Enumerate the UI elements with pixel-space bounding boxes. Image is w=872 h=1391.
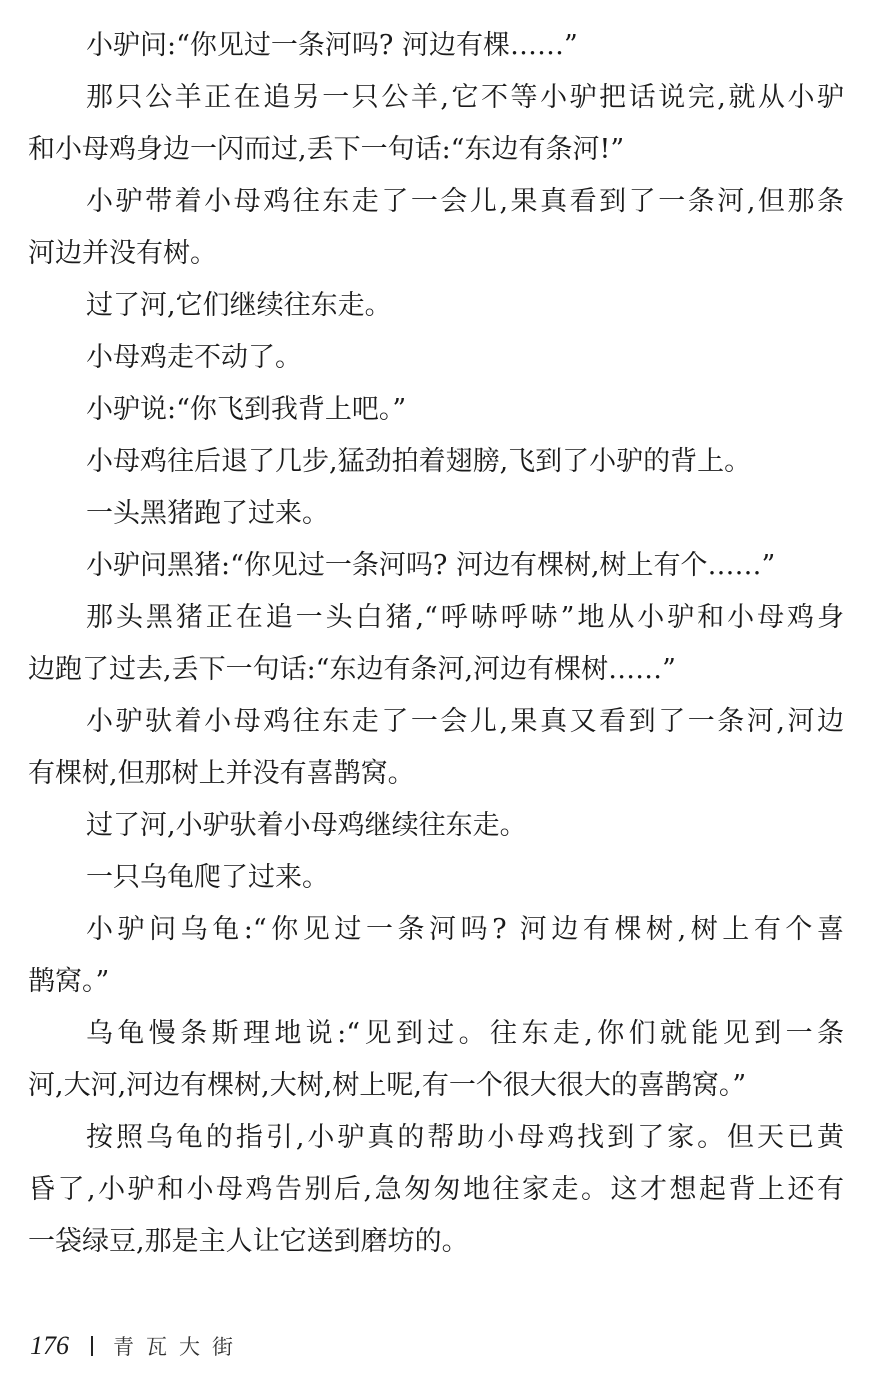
text-line: 边跑了过去,丢下一句话:“东边有条河,河边有棵树……” [28,654,676,685]
paragraph [28,286,844,338]
paragraph [28,442,844,494]
paragraph [28,1014,844,1118]
text-line: 昏了,小驴和小母鸡告别后,急匆匆地往家走。这才想起背上还有 [28,1174,844,1205]
text-line: 有棵树,但那树上并没有喜鹊窝。 [28,758,415,789]
text-line: 小母鸡走不动了。 [86,342,302,373]
text-line: 小母鸡往后退了几步,猛劲拍着翅膀,飞到了小驴的背上。 [86,446,752,477]
paragraph [28,910,844,1014]
paragraph [28,390,844,442]
text-line: 过了河,小驴驮着小母鸡继续往东走。 [86,810,527,841]
text-line: 小驴问乌龟:“你见过一条河吗? 河边有棵树,树上有个喜 [86,914,844,945]
paragraph [28,598,844,702]
paragraph [28,182,844,286]
text-line: 河边并没有树。 [28,238,217,269]
book-title: 青瓦大街 [113,1335,245,1359]
paragraph [28,78,844,182]
paragraph [28,806,844,858]
paragraph [28,1118,844,1274]
text-line: 过了河,它们继续往东走。 [86,290,392,321]
text-line: 小驴驮着小母鸡往东走了一会儿,果真又看到了一条河,河边 [86,706,844,737]
text-line: 鹊窝。” [28,966,110,997]
paragraph [28,494,844,546]
footer-divider [91,1336,93,1356]
text-line: 按照乌龟的指引,小驴真的帮助小母鸡找到了家。但天已黄 [86,1122,844,1153]
text-line: 小驴问黑猪:“你见过一条河吗? 河边有棵树,树上有个……” [86,550,776,581]
text-line: 那只公羊正在追另一只公羊,它不等小驴把话说完,就从小驴 [86,82,844,113]
text-line: 一袋绿豆,那是主人让它送到磨坊的。 [28,1226,469,1257]
text-line: 一只乌龟爬了过来。 [86,862,329,893]
page-number: 176 [30,1331,69,1360]
text-line: 和小母鸡身边一闪而过,丢下一句话:“东边有条河!” [28,134,625,165]
paragraph [28,702,844,806]
paragraph [28,338,844,390]
text-line: 小驴说:“你飞到我背上吧。” [86,394,407,425]
text-line: 小驴带着小母鸡往东走了一会儿,果真看到了一条河,但那条 [86,186,844,217]
text-line: 河,大河,河边有棵树,大树,树上呢,有一个很大很大的喜鹊窝。” [28,1070,747,1101]
page-footer [30,1331,245,1361]
body-text [28,26,844,1274]
text-line: 小驴问:“你见过一条河吗? 河边有棵……” [86,30,578,61]
text-line: 那头黑猪正在追一头白猪,“呼哧呼哧”地从小驴和小母鸡身 [86,602,844,633]
paragraph [28,26,844,78]
paragraph [28,858,844,910]
text-line: 一头黑猪跑了过来。 [86,498,329,529]
text-line: 乌龟慢条斯理地说:“见到过。往东走,你们就能见到一条 [86,1018,844,1049]
paragraph [28,546,844,598]
